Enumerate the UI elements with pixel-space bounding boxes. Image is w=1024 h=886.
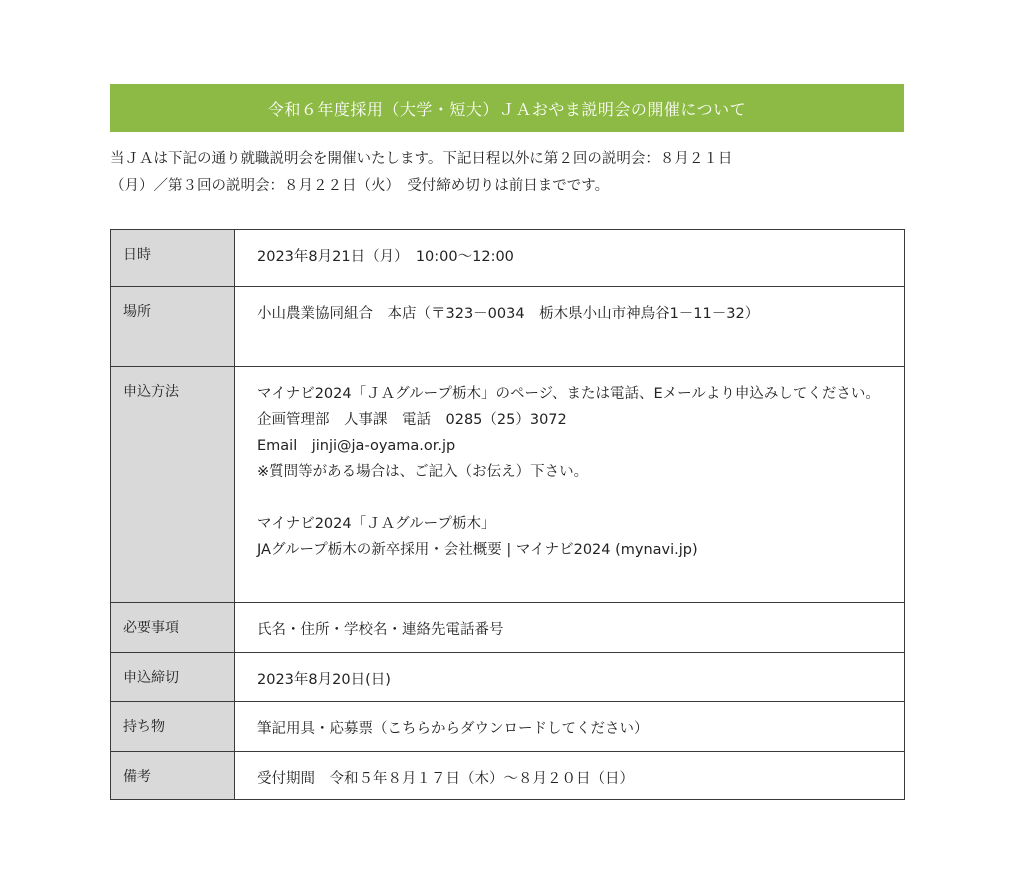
page-title: 令和６年度採用（大学・短大）ＪＡおやま説明会の開催について: [267, 99, 747, 119]
deadline-value: 2023年8月20日(日): [235, 653, 905, 702]
apply-spacer: [257, 485, 888, 511]
intro-text: [110, 146, 910, 200]
date-value: 2023年8月21日（月） 10:00～12:00: [235, 230, 905, 287]
page-title-banner: [110, 84, 904, 132]
table-row-date: [111, 230, 905, 287]
apply-phone: 企画管理部 人事課 電話 0285（25）3072: [257, 412, 567, 428]
table-row-bring: [111, 702, 905, 752]
note-label: 備考: [111, 752, 235, 800]
apply-email[interactable]: Email jinji@ja-oyama.or.jp: [257, 438, 456, 454]
bring-label: 持ち物: [111, 702, 235, 752]
date-label: 日時: [111, 230, 235, 287]
apply-mynavi-link[interactable]: JAグループ栃木の新卒採用・会社概要 | マイナビ2024 (mynavi.jp): [257, 542, 698, 558]
required-label: 必要事項: [111, 603, 235, 653]
note-value: 受付期間 令和５年８月１７日（木）～８月２０日（日）: [235, 752, 905, 800]
apply-value: [235, 367, 905, 603]
place-label: 場所: [111, 287, 235, 367]
intro-line-1: 当ＪＡは下記の通り就職説明会を開催いたします。下記日程以外に第２回の説明会：８月２１日: [110, 151, 733, 167]
intro-line-2: （月）／第３回の説明会：８月２２日（火） 受付締め切りは前日までです。: [110, 178, 610, 194]
table-row-apply: [111, 367, 905, 603]
table-row-place: [111, 287, 905, 367]
apply-note: ※質問等がある場合は、ご記入（お伝え）下さい。: [257, 464, 589, 480]
apply-label: 申込方法: [111, 367, 235, 603]
table-row-note: [111, 752, 905, 800]
deadline-label: 申込締切: [111, 653, 235, 702]
place-value: 小山農業協同組合 本店（〒323－0034 栃木県小山市神鳥谷1－11－32）: [235, 287, 905, 367]
apply-line-1: マイナビ2024「ＪＡグループ栃木」のページ、または電話、Eメールより申込みしてください。: [257, 386, 880, 402]
apply-mynavi-title: マイナビ2024「ＪＡグループ栃木」: [257, 516, 496, 532]
event-info-table: [110, 229, 905, 800]
table-row-required: [111, 603, 905, 653]
bring-value[interactable]: 筆記用具・応募票（こちらからダウンロードしてください）: [235, 702, 905, 752]
required-value: 氏名・住所・学校名・連絡先電話番号: [235, 603, 905, 653]
table-row-deadline: [111, 653, 905, 702]
